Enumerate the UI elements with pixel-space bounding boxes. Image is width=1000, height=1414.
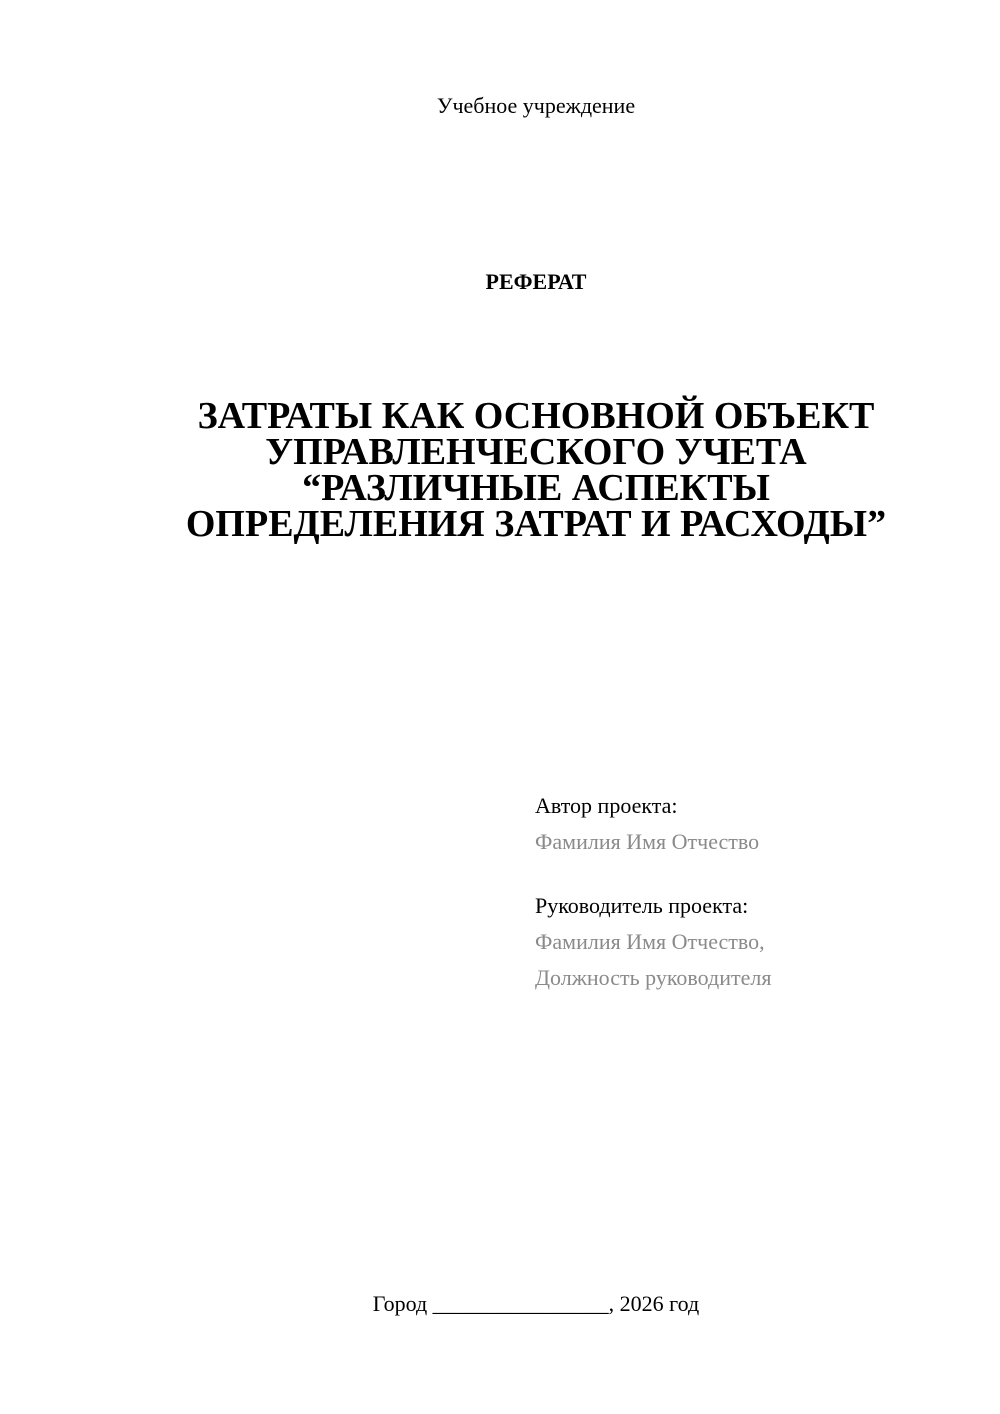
title-line: “РАЗЛИЧНЫЕ АСПЕКТЫ	[302, 467, 770, 509]
city-year-line: Город ________________, 2026 год	[372, 1291, 700, 1316]
spacer	[535, 860, 975, 888]
project-people	[535, 788, 975, 996]
document-type: РЕФЕРАТ	[485, 269, 587, 294]
author-label: Автор проекта:	[535, 793, 678, 818]
document-title	[140, 395, 932, 545]
title-line: УПРАВЛЕНЧЕСКОГО УЧЕТА	[265, 431, 807, 473]
institution-name: Учебное учреждение	[436, 93, 636, 118]
supervisor-position: Должность руководителя	[535, 965, 772, 990]
title-line: ЗАТРАТЫ КАК ОСНОВНОЙ ОБЪЕКТ	[197, 395, 875, 437]
supervisor-label: Руководитель проекта:	[535, 893, 749, 918]
author-name: Фамилия Имя Отчество	[535, 829, 760, 854]
supervisor-name: Фамилия Имя Отчество,	[535, 929, 765, 954]
title-line: ОПРЕДЕЛЕНИЯ ЗАТРАТ И РАСХОДЫ”	[185, 503, 887, 545]
